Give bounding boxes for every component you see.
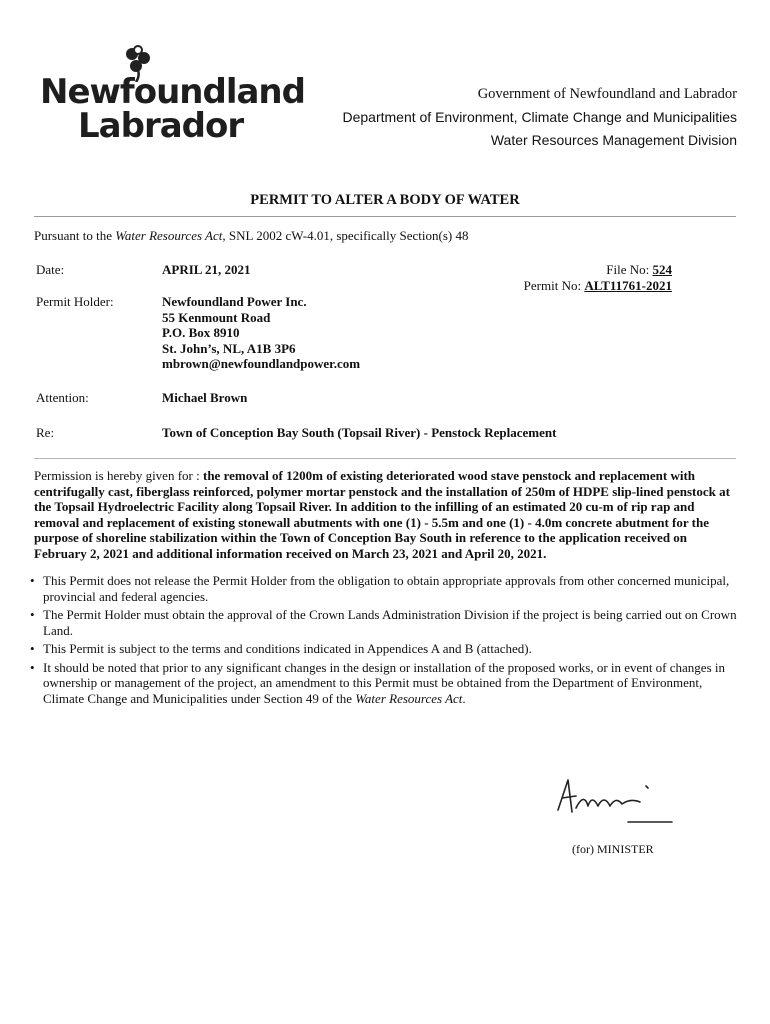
list-item bbox=[30, 607, 740, 638]
holder-line: St. John’s, NL, A1B 3P6 bbox=[162, 340, 296, 356]
permission-body: the removal of 1200m of existing deteriorated wood stave penstock and replacement with centrifugally cast, fiberglass reinforced, polymer mortar penstock and the installation of 250m of HDPE slip-lined penstock at the Topsail Hydroelectric Facility along Topsail River. In addition to the infilling of an estimated 20 cu-m of rip rap and removal and replacement of existing stonewall abutments with one (1) - 5.5m and one (1) - 4.0m concrete abutment for the purpose of shoreline stabilization within the Town of Conception Bay South in reference to the application received on February 2, 2021 and additional information received on March 23, 2021 and April 20, 2021. bbox=[34, 468, 730, 561]
condition-text: This Permit does not release the Permit Holder from the obligation to obtain appropriate approvals from other concerned municipal, provincial and federal agencies. bbox=[43, 573, 730, 604]
handwritten-signature bbox=[550, 770, 680, 830]
date-value: APRIL 21, 2021 bbox=[162, 262, 251, 277]
section-divider bbox=[34, 458, 736, 459]
permission-intro: Permission is hereby given for : bbox=[34, 468, 203, 483]
minister-caption: (for) MINISTER bbox=[572, 842, 654, 856]
list-item bbox=[30, 660, 740, 707]
holder-line: Newfoundland Power Inc. bbox=[162, 294, 307, 309]
file-info bbox=[470, 262, 672, 293]
logo-text-newfoundland: Newfoundland bbox=[40, 72, 305, 112]
condition-suffix: . bbox=[462, 690, 466, 706]
permission-paragraph bbox=[34, 468, 738, 561]
holder-line: P.O. Box 8910 bbox=[162, 325, 240, 340]
re-value: Town of Conception Bay South (Topsail River) - Penstock Replacement bbox=[162, 425, 557, 440]
document-title: PERMIT TO ALTER A BODY OF WATER bbox=[250, 192, 520, 208]
pursuant-suffix: , SNL 2002 cW-4.01, specifically Section(s) 48 bbox=[222, 228, 469, 243]
government-name: Government of Newfoundland and Labrador bbox=[477, 86, 737, 102]
list-item bbox=[30, 641, 740, 657]
attention-label: Attention: bbox=[36, 390, 89, 405]
government-logo bbox=[38, 42, 305, 146]
permit-holder-address bbox=[162, 294, 360, 372]
title-divider bbox=[34, 216, 736, 217]
file-no-line bbox=[470, 262, 672, 278]
department-name: Department of Environment, Climate Change and Municipalities bbox=[342, 109, 737, 125]
letterhead bbox=[342, 83, 737, 152]
condition-text: This Permit is subject to the terms and conditions indicated in Appendices A and B (attached). bbox=[43, 641, 532, 656]
pursuant-prefix: Pursuant to the bbox=[34, 228, 116, 243]
permit-no-line bbox=[470, 278, 672, 294]
pursuant-act: Water Resources Act bbox=[115, 228, 223, 243]
logo-text-labrador: Labrador bbox=[78, 106, 244, 146]
file-no-label: File No: bbox=[606, 262, 653, 277]
condition-text: It should be noted that prior to any significant changes in the design or installation of the proposed works, or in event of changes in ownership or management of the project, an amendment to this Permit must be obtained from the Department of Environment, Climate Change and Municipalities under Section 49 of the bbox=[43, 659, 725, 706]
permit-no-label: Permit No: bbox=[523, 277, 585, 293]
re-label: Re: bbox=[36, 425, 55, 440]
conditions-list bbox=[30, 573, 740, 709]
permit-no-value: ALT11761-2021 bbox=[584, 277, 672, 293]
list-item bbox=[30, 573, 740, 604]
condition-act: Water Resources Act bbox=[355, 690, 463, 706]
permit-holder-label: Permit Holder: bbox=[36, 294, 114, 309]
holder-line: 55 Kenmount Road bbox=[162, 309, 271, 325]
holder-line: mbrown@newfoundlandpower.com bbox=[162, 356, 361, 371]
date-label: Date: bbox=[36, 262, 65, 277]
division-name: Water Resources Management Division bbox=[490, 132, 737, 148]
pursuant-line bbox=[34, 228, 468, 244]
file-no-value: 524 bbox=[652, 262, 672, 277]
attention-value: Michael Brown bbox=[162, 390, 248, 405]
condition-text: The Permit Holder must obtain the approval of the Crown Lands Administration Division if the project is being carried out on Crown Land. bbox=[43, 607, 737, 638]
